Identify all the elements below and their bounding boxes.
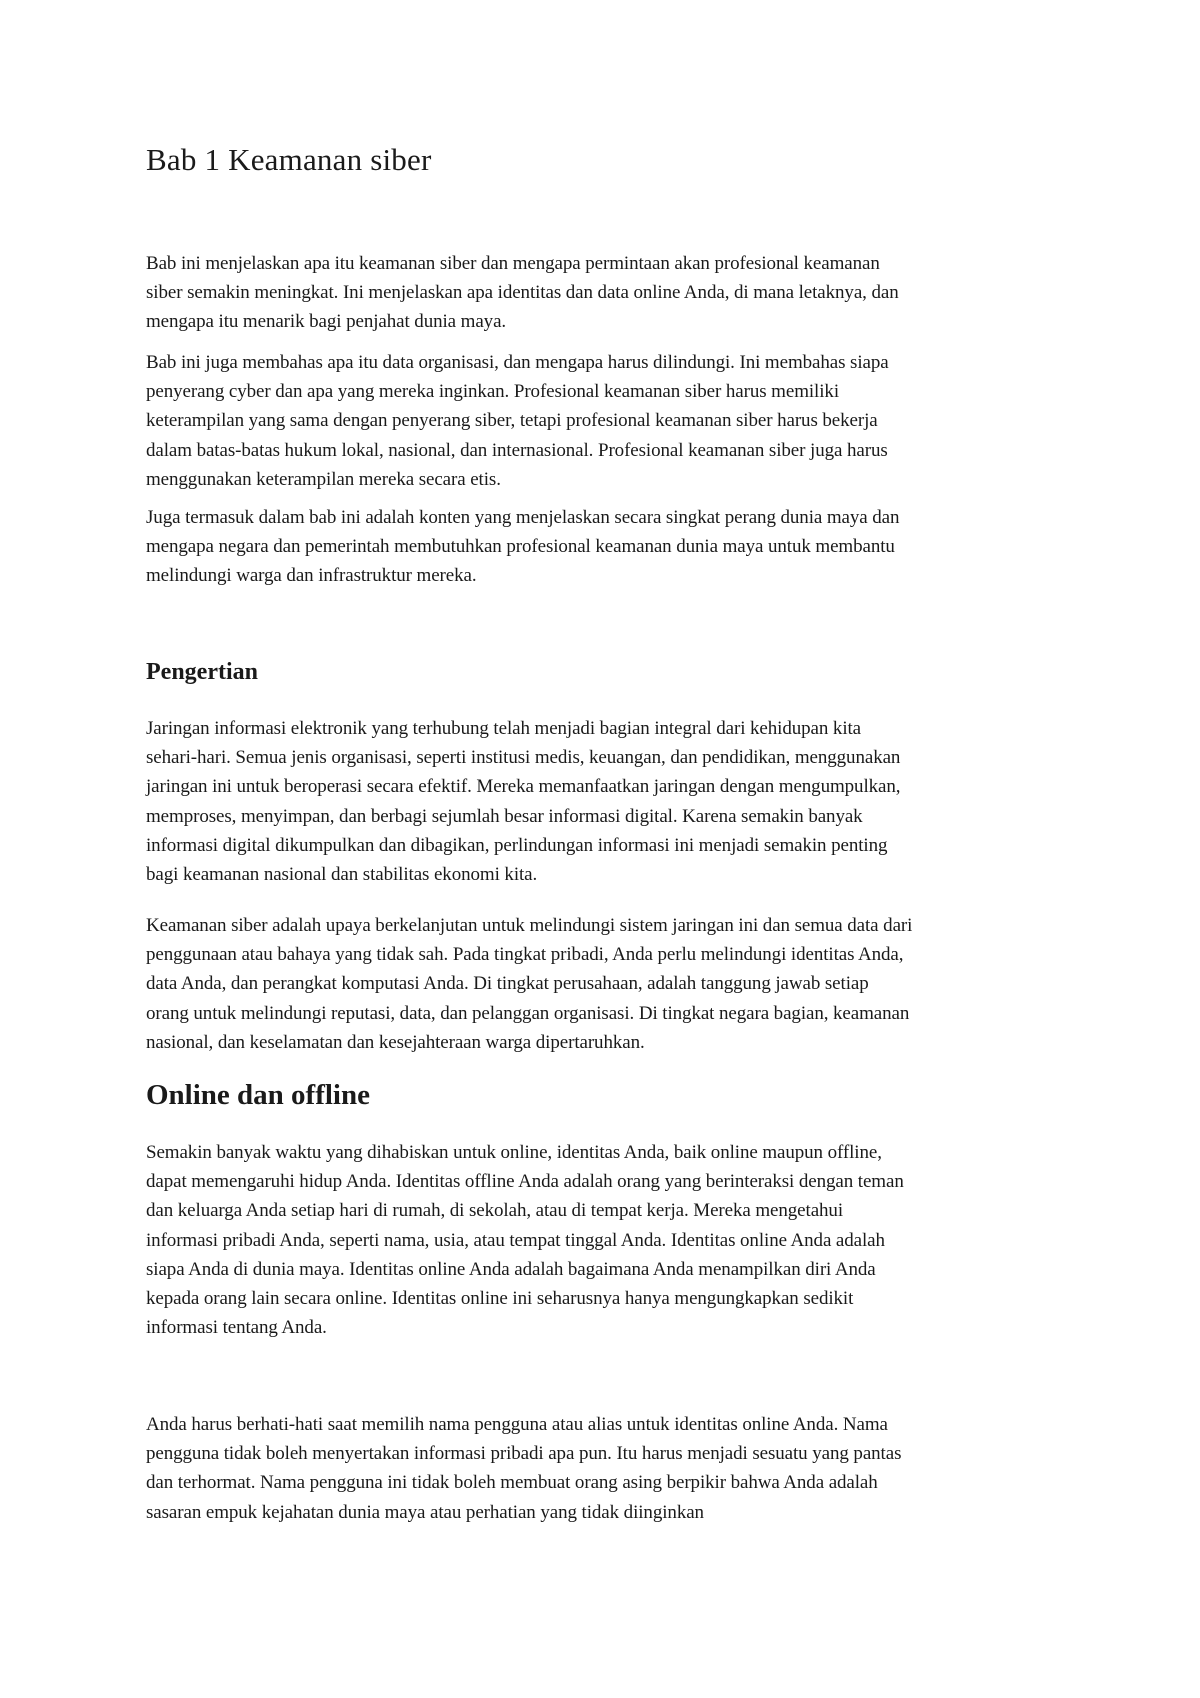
text-line: memproses, menyimpan, dan berbagi sejumlah besar informasi digital. Karena semakin banyak [146, 805, 863, 827]
text-line: kepada orang lain secara online. Identitas online ini seharusnya hanya mengungkapkan sedikit [146, 1288, 854, 1310]
text-line: informasi pribadi Anda, seperti nama, usia, atau tempat tinggal Anda. Identitas online Anda adalah [146, 1229, 885, 1251]
text-line: Anda harus berhati-hati saat memilih nama pengguna atau alias untuk identitas online Anda. Nama [146, 1414, 888, 1435]
text-line: sehari-hari. Semua jenis organisasi, seperti institusi medis, keuangan, dan pendidikan, menggunakan [146, 747, 901, 769]
text-line: penyerang cyber dan apa yang mereka inginkan. Profesional keamanan siber harus memiliki [146, 381, 839, 403]
text-line: pengguna tidak boleh menyertakan informasi pribadi apa pun. Itu harus menjadi sesuatu yang pantas [146, 1443, 902, 1465]
text-line: Juga termasuk dalam bab ini adalah konten yang menjelaskan secara singkat perang dunia maya dan [146, 507, 900, 528]
text-line: informasi digital dikumpulkan dan dibagikan, perlindungan informasi ini menjadi semakin penting [146, 834, 888, 856]
text-line: Jaringan informasi elektronik yang terhubung telah menjadi bagian integral dari kehidupan kita [146, 718, 862, 739]
section-heading-online-offline: Online dan offline [146, 1079, 370, 1111]
text-line: Semakin banyak waktu yang dihabiskan untuk online, identitas Anda, baik online maupun offline, [146, 1142, 882, 1163]
text-line: Keamanan siber adalah upaya berkelanjutan untuk melindungi sistem jaringan ini dan semua data dari [146, 915, 913, 936]
pengertian-paragraph-2 [146, 911, 1066, 1057]
text-line: nasional, dan keselamatan dan kesejahteraan warga dipertaruhkan. [146, 1031, 645, 1053]
text-line: sasaran empuk kejahatan dunia maya atau perhatian yang tidak diinginkan [146, 1501, 704, 1523]
text-line: informasi tentang Anda. [146, 1317, 327, 1339]
section-heading-pengertian: Pengertian [146, 659, 258, 685]
text-line: dan keluarga Anda setiap hari di rumah, di sekolah, atau di tempat kerja. Mereka mengetahui [146, 1200, 843, 1222]
text-line: bagi keamanan nasional dan stabilitas ekonomi kita. [146, 864, 538, 886]
text-line: Bab ini juga membahas apa itu data organisasi, dan mengapa harus dilindungi. Ini membahas siapa [146, 352, 889, 373]
text-line: mengapa itu menarik bagi penjahat dunia maya. [146, 311, 507, 333]
text-line: melindungi warga dan infrastruktur mereka. [146, 565, 477, 587]
intro-paragraph-1 [146, 249, 1066, 337]
text-line: siapa Anda di dunia maya. Identitas online Anda adalah bagaimana Anda menampilkan diri Anda [146, 1258, 876, 1280]
text-line: penggunaan atau bahaya yang tidak sah. Pada tingkat pribadi, Anda perlu melindungi identitas Anda, [146, 944, 904, 966]
text-line: dapat memengaruhi hidup Anda. Identitas offline Anda adalah orang yang berinteraksi dengan teman [146, 1171, 904, 1193]
text-line: siber semakin meningkat. Ini menjelaskan apa identitas dan data online Anda, di mana letaknya, dan [146, 282, 899, 304]
text-line: mengapa negara dan pemerintah membutuhkan profesional keamanan dunia maya untuk membantu [146, 536, 895, 558]
text-line: Bab ini menjelaskan apa itu keamanan siber dan mengapa permintaan akan profesional keamanan [146, 253, 880, 274]
text-line: jaringan ini untuk beroperasi secara efektif. Mereka memanfaatkan jaringan dengan mengumpulkan, [146, 776, 901, 798]
text-line: data Anda, dan perangkat komputasi Anda. Di tingkat perusahaan, adalah tanggung jawab setiap [146, 973, 869, 995]
text-line: menggunakan keterampilan mereka secara etis. [146, 468, 501, 490]
pengertian-paragraph-1 [146, 714, 1066, 889]
online-paragraph-2 [146, 1410, 1066, 1527]
intro-paragraph-3 [146, 503, 1066, 591]
intro-paragraph-2 [146, 348, 1066, 494]
online-paragraph-1 [146, 1138, 1066, 1342]
text-line: orang untuk melindungi reputasi, data, dan pelanggan organisasi. Di tingkat negara bagian, keamanan [146, 1002, 910, 1024]
text-line: keterampilan yang sama dengan penyerang siber, tetapi profesional keamanan siber harus bekerja [146, 410, 878, 432]
text-line: dan terhormat. Nama pengguna ini tidak boleh membuat orang asing berpikir bahwa Anda adalah [146, 1472, 878, 1494]
document-title: Bab 1 Keamanan siber [146, 142, 432, 177]
text-line: dalam batas-batas hukum lokal, nasional, dan internasional. Profesional keamanan siber juga harus [146, 439, 888, 461]
